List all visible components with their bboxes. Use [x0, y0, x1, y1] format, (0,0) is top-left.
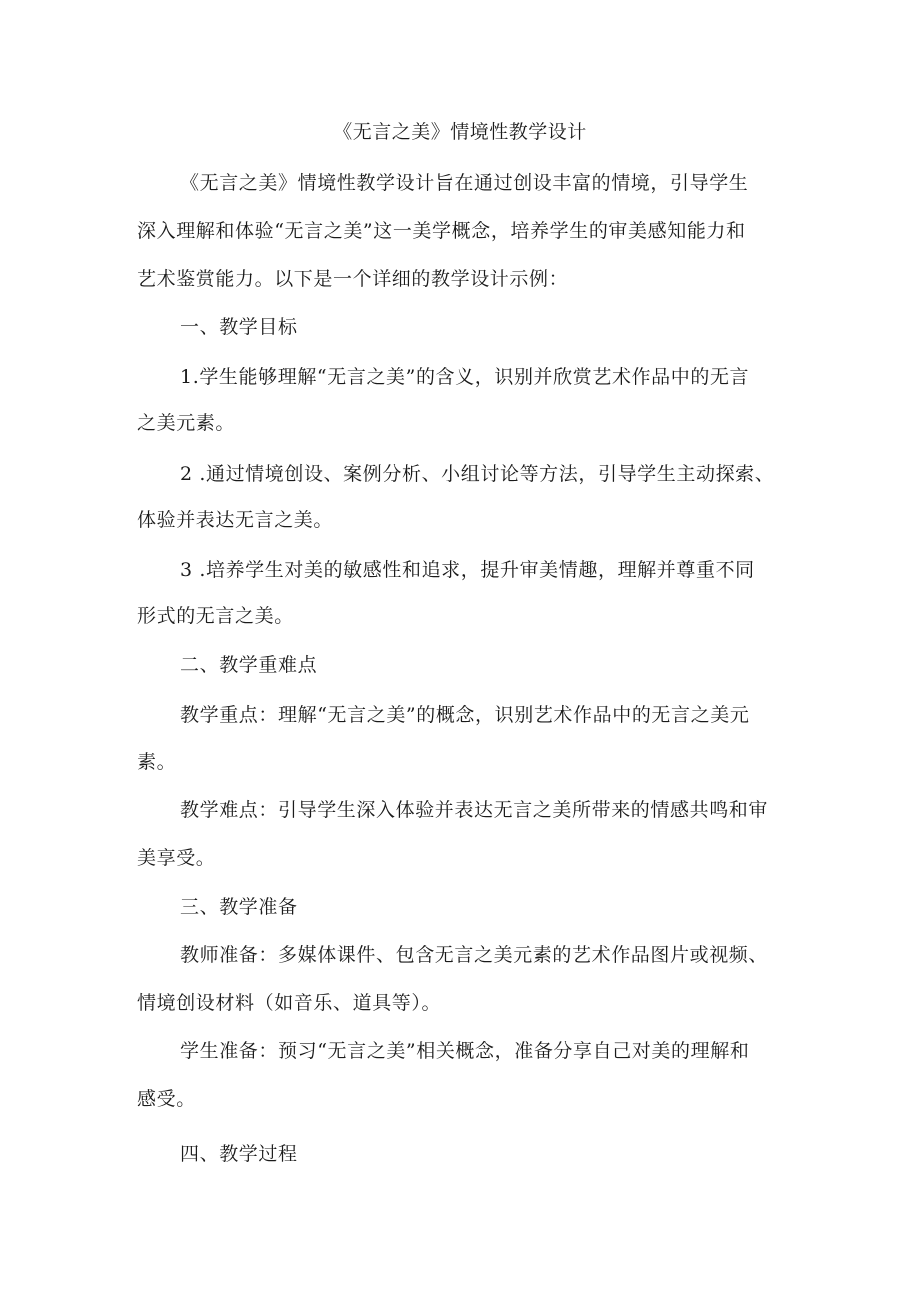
student-prep-line-2: 感受。	[137, 1088, 196, 1110]
teacher-prep-line-2: 情境创设材料（如音乐、道具等）。	[137, 992, 442, 1014]
intro-line-3: 艺术鉴赏能力。以下是一个详细的教学设计示例：	[137, 268, 569, 290]
intro-line-2: 深入理解和体验“无言之美”这一美学概念，培养学生的审美感知能力和	[137, 220, 746, 242]
section-heading-process: 四、教学过程	[180, 1143, 298, 1165]
objective-3-line-2: 形式的无言之美。	[137, 605, 294, 627]
objective-2-line-2: 体验并表达无言之美。	[137, 509, 334, 531]
difficulty-line-1: 教学难点：引导学生深入体验并表达无言之美所带来的情感共鸣和审	[180, 799, 769, 821]
key-point-line-1: 教学重点：理解“无言之美”的概念，识别艺术作品中的无言之美元	[180, 704, 750, 726]
section-heading-objectives: 一、教学目标	[180, 316, 298, 338]
key-point-line-2: 素。	[137, 751, 177, 773]
objective-1-line-1: 1.学生能够理解“无言之美”的含义，识别并欣赏艺术作品中的无言	[180, 366, 750, 388]
section-heading-preparation: 三、教学准备	[180, 896, 298, 918]
student-prep-line-1: 学生准备：预习“无言之美”相关概念，准备分享自己对美的理解和	[180, 1040, 750, 1062]
section-heading-key-points: 二、教学重难点	[180, 654, 318, 676]
intro-line-1: 《无言之美》情境性教学设计旨在通过创设丰富的情境，引导学生	[180, 172, 749, 194]
objective-2-line-1: 2 .通过情境创设、案例分析、小组讨论等方法，引导学生主动探索、	[180, 463, 775, 485]
objective-3-line-1: 3 .培养学生对美的敏感性和追求，提升审美情趣，理解并尊重不同	[180, 559, 755, 581]
teacher-prep-line-1: 教师准备：多媒体课件、包含无言之美元素的艺术作品图片或视频、	[180, 944, 769, 966]
document-title: 《无言之美》情境性教学设计	[333, 121, 587, 143]
difficulty-line-2: 美享受。	[137, 847, 216, 869]
objective-1-line-2: 之美元素。	[137, 412, 236, 434]
